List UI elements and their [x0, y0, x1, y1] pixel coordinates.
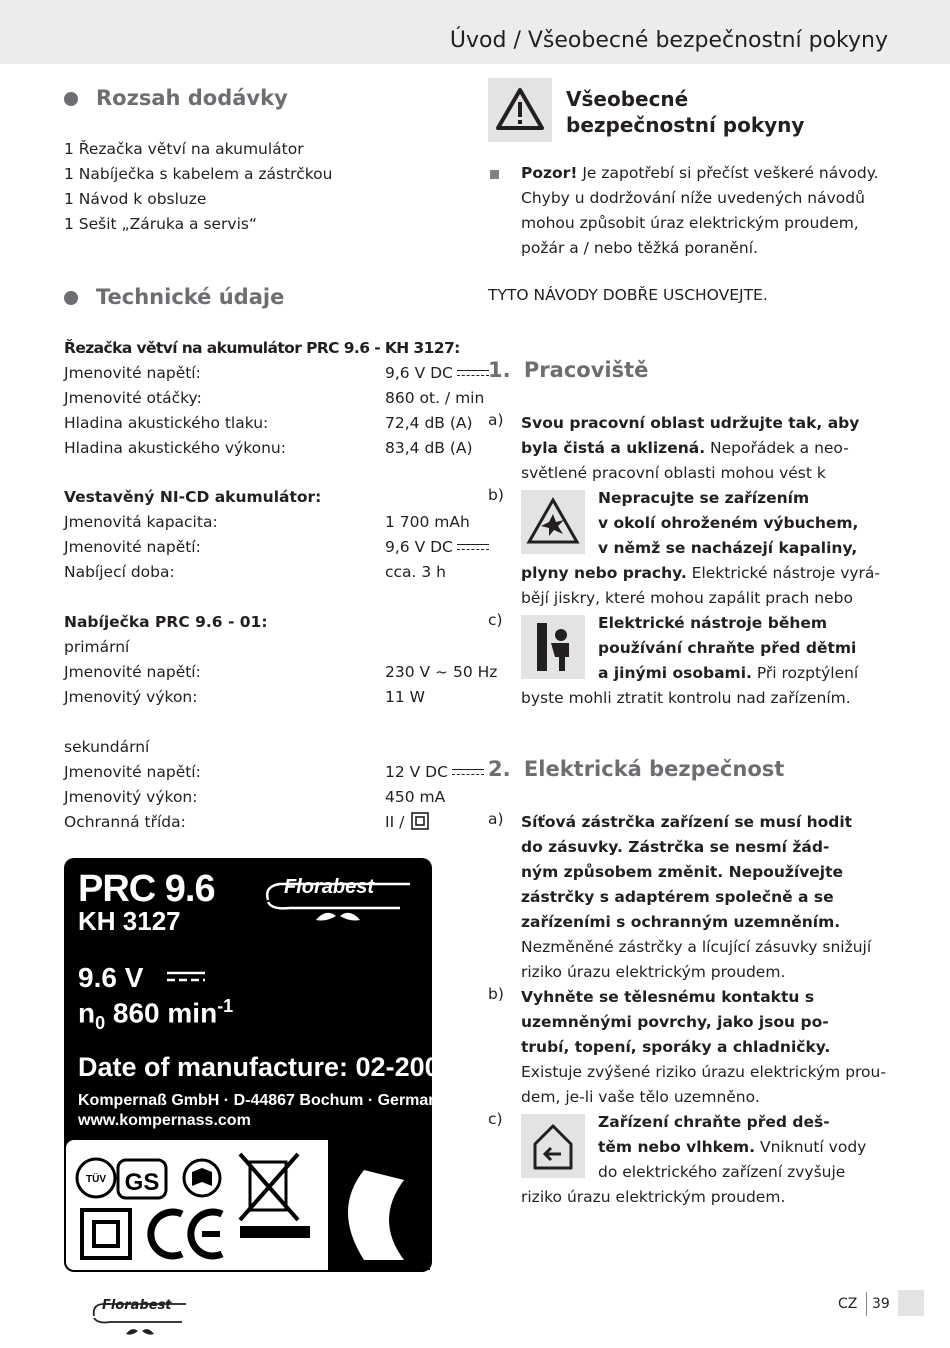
- page-tab: [898, 1290, 924, 1316]
- spec-value: 860 ot. / min: [385, 389, 485, 407]
- plate-model: PRC 9.6: [78, 868, 215, 910]
- svg-text:TÜV: TÜV: [86, 1174, 106, 1185]
- footer-lang: CZ: [838, 1296, 858, 1312]
- warning-triangle-icon: [488, 78, 552, 142]
- spec-label: Jmenovitý výkon:: [64, 788, 198, 806]
- cutter-title: Řezačka větví na akumulátor PRC 9.6 - KH 3127:: [64, 339, 460, 357]
- list-item: 1 Sešit „Záruka a servis“: [64, 215, 258, 233]
- dc-symbol-icon: [457, 370, 489, 378]
- battery-title: Vestavěný NI-CD akumulátor:: [64, 488, 322, 506]
- marker-b: b): [488, 985, 504, 1003]
- svg-text:GS: GS: [124, 1169, 160, 1196]
- spec-label: Hladina akustického tlaku:: [64, 414, 269, 432]
- indoor-use-icon: [521, 1114, 585, 1178]
- s1b-bold: Nepracujte se zařízením v okolí ohroženém výbuchem, v němž se nacházejí kapaliny,: [598, 489, 859, 557]
- plate-rpm: $n_0$ 860 $\min^{-1}$: [78, 996, 234, 1033]
- spec-label: Nabíjecí doba:: [64, 563, 175, 581]
- dc-symbol-icon: [452, 769, 484, 777]
- s1c-bold: Elektrické nástroje během používání chraňte před dětmi a jinými osobami. Při rozptýlení: [598, 614, 859, 682]
- spec-label: Jmenovité otáčky:: [64, 389, 202, 407]
- footer-logo: Florabest: [90, 1296, 190, 1340]
- keep-away-children-icon: [521, 615, 585, 679]
- section-2-heading: 2. Elektrická bezpečnost: [488, 757, 785, 781]
- page-title: Úvod / Všeobecné bezpečnostní pokyny: [449, 28, 888, 53]
- marker-c: c): [488, 611, 503, 629]
- primary-label: primární: [64, 638, 130, 656]
- spec-value: II /: [385, 810, 429, 835]
- s2c-paragraph: riziko úrazu elektrickým proudem.: [521, 1188, 786, 1206]
- keep-instructions: TYTO NÁVODY DOBŘE USCHOVEJTE.: [488, 286, 768, 304]
- page-number: 39: [872, 1296, 890, 1312]
- spec-label: Jmenovité napětí:: [64, 663, 201, 681]
- spec-label: Jmenovité napětí:: [64, 364, 201, 382]
- s1b-paragraph: plyny nebo prachy. Elektrické nástroje vyrá- bějí jiskry, které mohou zapálit prach nebo: [521, 564, 881, 607]
- marker-a: a): [488, 411, 504, 429]
- s2c-bold: Zařízení chraňte před deš- těm nebo vlhkem. Vniknutí vody do elektrického zařízení zvyšuje: [598, 1113, 867, 1181]
- rating-plate: [64, 858, 455, 1272]
- safety-heading: Všeobecné bezpečnostní pokyny: [566, 87, 805, 137]
- plate-symbols: [64, 1140, 432, 1272]
- charger-title: Nabíječka PRC 9.6 - 01:: [64, 613, 268, 631]
- plate-date: Date of manufacture: 02-2008: [78, 1052, 455, 1082]
- list-item: 1 Nabíječka s kabelem a zástrčkou: [64, 165, 333, 183]
- florabest-logo: Florabest: [260, 872, 416, 930]
- footer-divider: [866, 1292, 867, 1316]
- spec-value: cca. 3 h: [385, 563, 447, 581]
- spec-value: 1 700 mAh: [385, 513, 470, 531]
- tech-heading: Technické údaje: [64, 285, 284, 310]
- scope-heading: Rozsah dodávky: [64, 86, 288, 111]
- children-box: [521, 615, 585, 679]
- list-item: 1 Řezačka větví na akumulátor: [64, 140, 304, 158]
- bullet-icon: [64, 92, 78, 106]
- square-bullet-icon: [490, 170, 499, 179]
- spec-value: 9,6 V DC: [385, 535, 489, 560]
- spec-value: 83,4 dB (A): [385, 439, 473, 457]
- spec-value: 450 mA: [385, 788, 446, 806]
- bullet-icon: [64, 291, 78, 305]
- spec-label: Jmenovitý výkon:: [64, 688, 198, 706]
- dc-symbol-icon: [457, 544, 489, 552]
- plate-sub: KH 3127: [78, 906, 181, 936]
- explosion-icon: [521, 490, 585, 554]
- caution-paragraph: Pozor! Je zapotřebí si přečíst veškeré návody. Chyby u dodržování níže uvedených návodů mohou způsobit úraz elektrickým proudem, požár a / nebo těžká poranění.: [521, 164, 879, 257]
- dc-symbol-icon: [167, 971, 205, 983]
- secondary-label: sekundární: [64, 738, 150, 756]
- spec-label: Ochranná třída:: [64, 813, 186, 831]
- spec-label: Jmenovité napětí:: [64, 763, 201, 781]
- plate-company: Kompernaß GmbH · D-44867 Bochum · Germany: [78, 1092, 447, 1109]
- section-1-heading: 1. Pracoviště: [488, 358, 649, 382]
- s1a-paragraph: Svou pracovní oblast udržujte tak, aby byla čistá a uklizená. Nepořádek a neo- světlené pracovní oblasti mohou vést k: [521, 414, 860, 482]
- s2a-paragraph: Síťová zástrčka zařízení se musí hodit do zásuvky. Zástrčka se nesmí žád- ným způsobem změnit. Nepoužívejte zástrčky s adaptérem společně a se zařízeními s ochranným uzemněním. Nezměněné zástrčky a lícující zásuvky snižují riziko úrazu elektrickým proudem.: [521, 813, 872, 981]
- plate-voltage: 9.6 V: [78, 962, 205, 994]
- s1c-paragraph: byste mohli ztratit kontrolu nad zařízením.: [521, 689, 851, 707]
- spec-value: 9,6 V DC: [385, 361, 489, 386]
- explosion-hazard-box: [521, 490, 585, 554]
- marker-b: b): [488, 486, 504, 504]
- warning-box: [488, 78, 552, 142]
- list-item: 1 Návod k obsluze: [64, 190, 207, 208]
- spec-value: 72,4 dB (A): [385, 414, 473, 432]
- moisture-box: [521, 1114, 585, 1178]
- marker-c: c): [488, 1110, 503, 1128]
- marker-a: a): [488, 810, 504, 828]
- spec-label: Hladina akustického výkonu:: [64, 439, 286, 457]
- s2b-paragraph: Vyhněte se tělesnému kontaktu s uzemněnými povrchy, jako jsou po- trubí, topení, sporáky a chladničky. Existuje zvýšené riziko úrazu elektrickým prou- dem, je-li vaše tělo uzemněno.: [521, 988, 886, 1106]
- spec-value: 11 W: [385, 688, 425, 706]
- protection-class-ii-icon: [411, 812, 429, 830]
- spec-value: 230 V ~ 50 Hz: [385, 663, 498, 681]
- plate-web: www.kompernass.com: [78, 1112, 251, 1129]
- spec-value: 12 V DC: [385, 760, 484, 785]
- spec-label: Jmenovitá kapacita:: [64, 513, 218, 531]
- spec-label: Jmenovité napětí:: [64, 538, 201, 556]
